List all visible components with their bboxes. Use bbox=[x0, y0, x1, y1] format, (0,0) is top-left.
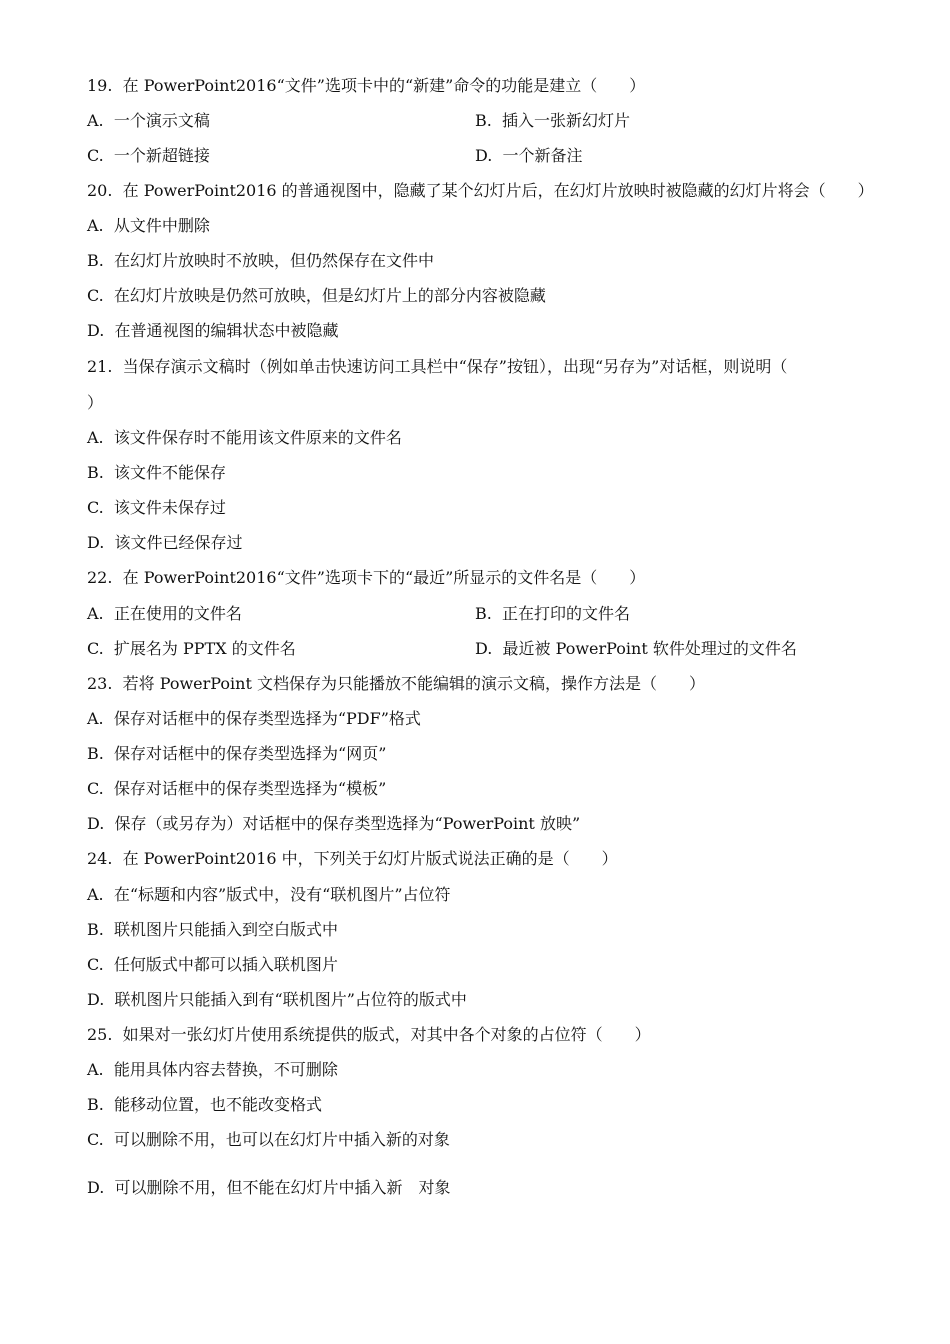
question-25-option-c: C. 可以删除不用，也可以在幻灯片中插入新的对象 bbox=[87, 1130, 450, 1149]
question-20-option-b: B. 在幻灯片放映时不放映，但仍然保存在文件中 bbox=[87, 251, 435, 270]
question-25-option-a: A. 能用具体内容去替换，不可删除 bbox=[87, 1060, 338, 1079]
question-22-option-a: A. 正在使用的文件名 bbox=[87, 604, 242, 623]
question-25-option-d: D. 可以删除不用，但不能在幻灯片中插入新 对象 bbox=[87, 1178, 451, 1197]
question-21-option-b: B. 该文件不能保存 bbox=[87, 463, 227, 482]
question-24-option-d: D. 联机图片只能插入到有“联机图片”占位符的版式中 bbox=[87, 990, 467, 1009]
question-23-option-c: C. 保存对话框中的保存类型选择为“模板” bbox=[87, 779, 387, 798]
question-24-option-b: B. 联机图片只能插入到空白版式中 bbox=[87, 920, 339, 939]
question-23-option-a: A. 保存对话框中的保存类型选择为“PDF”格式 bbox=[87, 709, 421, 728]
question-23-option-d: D. 保存（或另存为）对话框中的保存类型选择为“PowerPoint 放映” bbox=[87, 814, 581, 833]
question-19-option-b: B. 插入一张新幻灯片 bbox=[475, 111, 631, 130]
question-21-stem-continued: ） bbox=[87, 393, 104, 412]
question-20-option-a: A. 从文件中删除 bbox=[87, 216, 210, 235]
question-20-option-c: C. 在幻灯片放映是仍然可放映，但是幻灯片上的部分内容被隐藏 bbox=[87, 286, 546, 305]
question-21-option-c: C. 该文件未保存过 bbox=[87, 498, 226, 517]
question-22-option-d: D. 最近被 PowerPoint 软件处理过的文件名 bbox=[475, 639, 797, 658]
question-23-stem: 23. 若将 PowerPoint 文档保存为只能播放不能编辑的演示文稿，操作方法是（ ） bbox=[87, 674, 705, 693]
question-22-stem: 22. 在 PowerPoint2016“文件”选项卡下的“最近”所显示的文件名是（ ） bbox=[87, 568, 646, 587]
question-20-stem: 20. 在 PowerPoint2016 的普通视图中，隐藏了某个幻灯片后，在幻灯片放映时被隐藏的幻灯片将会（ ） bbox=[87, 181, 874, 200]
question-19-option-c: C. 一个新超链接 bbox=[87, 146, 210, 165]
question-22-option-b: B. 正在打印的文件名 bbox=[475, 604, 631, 623]
question-20-option-d: D. 在普通视图的编辑状态中被隐藏 bbox=[87, 321, 339, 340]
question-24-option-a: A. 在“标题和内容”版式中，没有“联机图片”占位符 bbox=[87, 885, 451, 904]
question-24-option-c: C. 任何版式中都可以插入联机图片 bbox=[87, 955, 338, 974]
question-21-option-a: A. 该文件保存时不能用该文件原来的文件名 bbox=[87, 428, 402, 447]
question-25-option-b: B. 能移动位置，也不能改变格式 bbox=[87, 1095, 323, 1114]
question-24-stem: 24. 在 PowerPoint2016 中，下列关于幻灯片版式说法正确的是（ ） bbox=[87, 849, 618, 868]
question-25-stem: 25. 如果对一张幻灯片使用系统提供的版式，对其中各个对象的占位符（ ） bbox=[87, 1025, 651, 1044]
question-19-stem: 19. 在 PowerPoint2016“文件”选项卡中的“新建”命令的功能是建立（ ） bbox=[87, 76, 646, 95]
question-23-option-b: B. 保存对话框中的保存类型选择为“网页” bbox=[87, 744, 387, 763]
question-22-option-c: C. 扩展名为 PPTX 的文件名 bbox=[87, 639, 296, 658]
question-21-option-d: D. 该文件已经保存过 bbox=[87, 533, 243, 552]
question-21-stem: 21. 当保存演示文稿时（例如单击快速访问工具栏中“保存”按钮），出现“另存为”对话框，则说明（ bbox=[87, 357, 788, 376]
question-19-option-a: A. 一个演示文稿 bbox=[87, 111, 210, 130]
question-19-option-d: D. 一个新备注 bbox=[475, 146, 583, 165]
